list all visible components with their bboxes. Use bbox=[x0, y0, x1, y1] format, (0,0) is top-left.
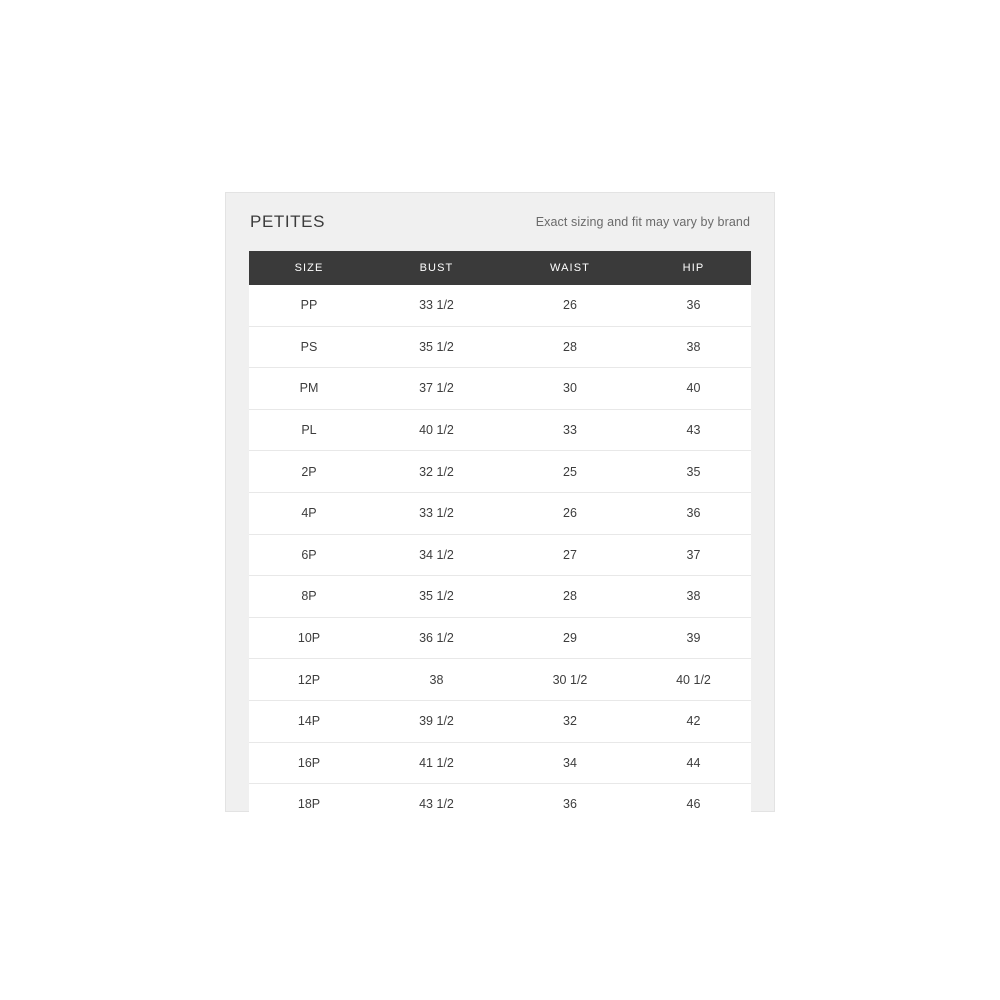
cell-size: 12P bbox=[249, 659, 369, 701]
cell-size: 8P bbox=[249, 576, 369, 618]
table-row bbox=[249, 659, 751, 701]
cell-hip: 38 bbox=[636, 576, 751, 618]
cell-waist: 28 bbox=[504, 576, 636, 618]
table-row bbox=[249, 742, 751, 784]
table-row bbox=[249, 534, 751, 576]
cell-waist: 32 bbox=[504, 700, 636, 742]
cell-waist: 28 bbox=[504, 326, 636, 368]
cell-bust: 40 1/2 bbox=[369, 409, 504, 451]
table-row bbox=[249, 617, 751, 659]
cell-size: 18P bbox=[249, 784, 369, 825]
size-chart-card bbox=[225, 192, 775, 812]
table-row bbox=[249, 326, 751, 368]
cell-bust: 37 1/2 bbox=[369, 368, 504, 410]
cell-waist: 29 bbox=[504, 617, 636, 659]
table-row bbox=[249, 409, 751, 451]
cell-bust: 36 1/2 bbox=[369, 617, 504, 659]
cell-bust: 35 1/2 bbox=[369, 326, 504, 368]
cell-hip: 40 bbox=[636, 368, 751, 410]
cell-bust: 35 1/2 bbox=[369, 576, 504, 618]
cell-hip: 42 bbox=[636, 700, 751, 742]
column-header-waist: WAIST bbox=[504, 251, 636, 285]
size-table bbox=[249, 251, 751, 825]
page-title: PETITES bbox=[250, 212, 326, 231]
cell-size: 10P bbox=[249, 617, 369, 659]
table-row bbox=[249, 285, 751, 326]
cell-size: PL bbox=[249, 409, 369, 451]
cell-bust: 34 1/2 bbox=[369, 534, 504, 576]
cell-hip: 46 bbox=[636, 784, 751, 825]
table-row bbox=[249, 492, 751, 534]
cell-bust: 33 1/2 bbox=[369, 492, 504, 534]
cell-hip: 40 1/2 bbox=[636, 659, 751, 701]
cell-hip: 43 bbox=[636, 409, 751, 451]
cell-size: PS bbox=[249, 326, 369, 368]
cell-waist: 36 bbox=[504, 784, 636, 825]
table-row bbox=[249, 700, 751, 742]
cell-waist: 30 1/2 bbox=[504, 659, 636, 701]
cell-hip: 36 bbox=[636, 492, 751, 534]
table-row bbox=[249, 784, 751, 825]
cell-waist: 30 bbox=[504, 368, 636, 410]
cell-size: PM bbox=[249, 368, 369, 410]
cell-bust: 43 1/2 bbox=[369, 784, 504, 825]
cell-size: 16P bbox=[249, 742, 369, 784]
cell-size: 6P bbox=[249, 534, 369, 576]
cell-bust: 38 bbox=[369, 659, 504, 701]
cell-size: PP bbox=[249, 285, 369, 326]
cell-hip: 38 bbox=[636, 326, 751, 368]
cell-hip: 36 bbox=[636, 285, 751, 326]
cell-hip: 35 bbox=[636, 451, 751, 493]
cell-waist: 26 bbox=[504, 492, 636, 534]
cell-bust: 32 1/2 bbox=[369, 451, 504, 493]
cell-bust: 39 1/2 bbox=[369, 700, 504, 742]
cell-hip: 37 bbox=[636, 534, 751, 576]
cell-waist: 33 bbox=[504, 409, 636, 451]
column-header-size: SIZE bbox=[249, 251, 369, 285]
cell-size: 4P bbox=[249, 492, 369, 534]
table-row bbox=[249, 368, 751, 410]
cell-bust: 41 1/2 bbox=[369, 742, 504, 784]
sizing-disclaimer: Exact sizing and fit may vary by brand bbox=[535, 215, 750, 229]
cell-size: 2P bbox=[249, 451, 369, 493]
cell-bust: 33 1/2 bbox=[369, 285, 504, 326]
size-table-wrapper bbox=[249, 251, 751, 825]
table-row bbox=[249, 451, 751, 493]
cell-hip: 39 bbox=[636, 617, 751, 659]
table-header-row bbox=[249, 251, 751, 285]
cell-waist: 25 bbox=[504, 451, 636, 493]
column-header-hip: HIP bbox=[636, 251, 751, 285]
card-header bbox=[226, 193, 774, 251]
cell-waist: 27 bbox=[504, 534, 636, 576]
cell-hip: 44 bbox=[636, 742, 751, 784]
cell-waist: 34 bbox=[504, 742, 636, 784]
cell-waist: 26 bbox=[504, 285, 636, 326]
column-header-bust: BUST bbox=[369, 251, 504, 285]
table-head bbox=[249, 251, 751, 285]
table-row bbox=[249, 576, 751, 618]
table-body bbox=[249, 285, 751, 825]
cell-size: 14P bbox=[249, 700, 369, 742]
